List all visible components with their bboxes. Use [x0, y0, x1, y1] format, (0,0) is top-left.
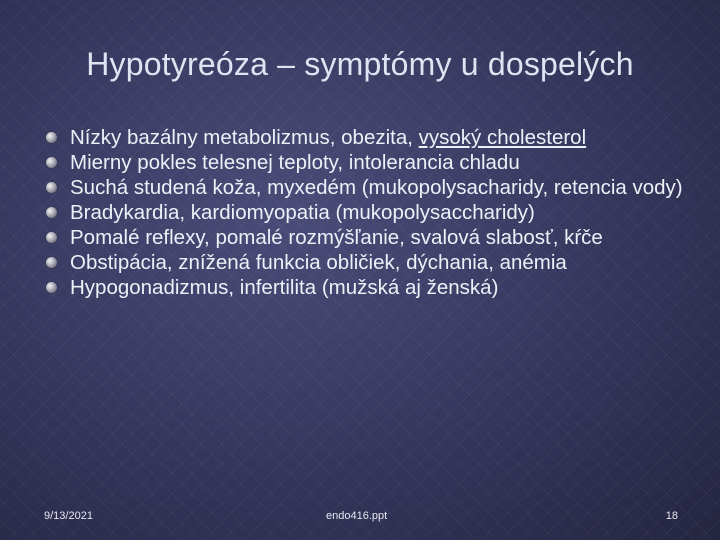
bullet-text: Nízky bazálny metabolizmus, obezita, — [70, 126, 419, 149]
bullet-item — [44, 251, 694, 274]
slide-title: Hypotyreóza – symptómy u dospelých — [86, 46, 634, 82]
bullet-dot-icon — [46, 182, 57, 193]
footer-page-number: 18 — [665, 510, 678, 522]
bullet-text: Suchá studená koža, myxedém (mukopolysacharidy, retencia vody) — [70, 176, 683, 199]
bullet-dot-icon — [46, 157, 57, 168]
bullet-item — [44, 176, 694, 199]
bullet-item — [44, 276, 694, 299]
bullet-link-text: vysoký cholesterol — [418, 126, 587, 149]
bullet-text: Pomalé reflexy, pomalé rozmýšľanie, svalová slabosť, kŕče — [70, 226, 603, 249]
bullet-dot-icon — [46, 282, 57, 293]
footer-date: 9/13/2021 — [44, 510, 93, 522]
bullet-dot-icon — [46, 132, 57, 143]
footer-filename: endo416.ppt — [326, 510, 388, 522]
bullet-item — [44, 126, 694, 149]
bullet-text: Mierny pokles telesnej teploty, intolerancia chladu — [70, 151, 520, 174]
bullet-text: Bradykardia, kardiomyopatia (mukopolysaccharidy) — [70, 201, 535, 224]
bullet-item — [44, 151, 694, 174]
bullet-item — [44, 201, 694, 224]
bullet-item — [44, 226, 694, 249]
bullet-list — [44, 126, 694, 301]
bullet-dot-icon — [46, 207, 57, 218]
bullet-text: Obstipácia, znížená funkcia obličiek, dýchania, anémia — [70, 251, 567, 274]
bullet-dot-icon — [46, 257, 57, 268]
bullet-dot-icon — [46, 232, 57, 243]
bullet-text: Hypogonadizmus, infertilita (mužská aj ženská) — [70, 276, 499, 299]
